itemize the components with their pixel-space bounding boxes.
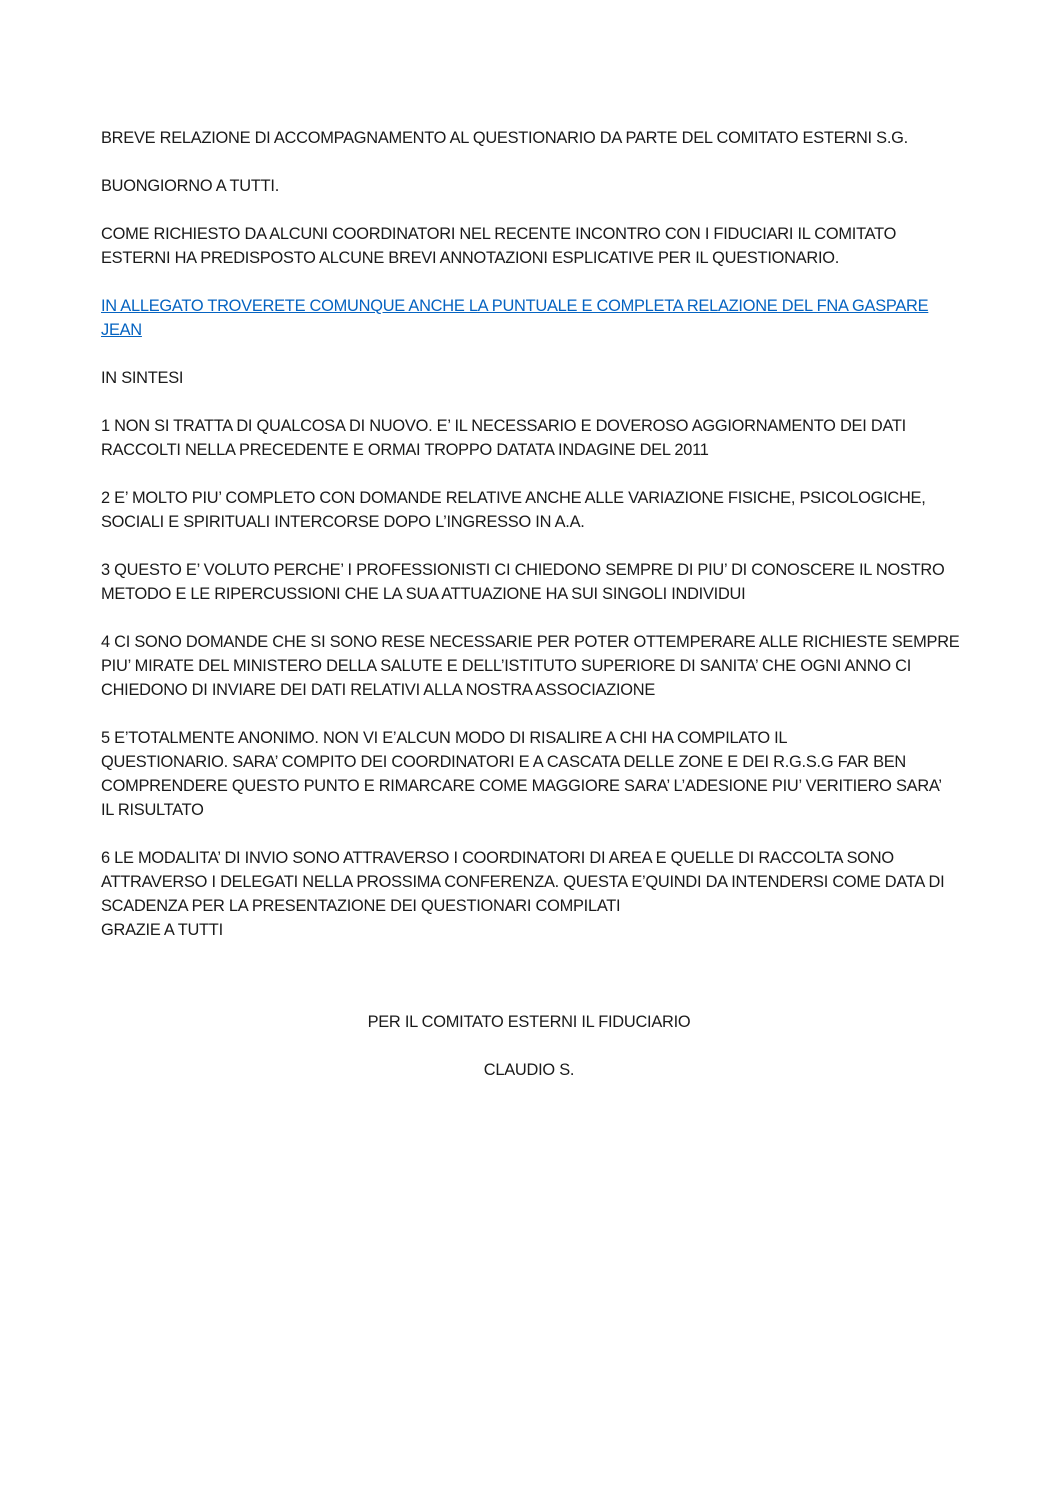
point-6: 6 LE MODALITA’ DI INVIO SONO ATTRAVERSO I COORDINATORI DI AREA E QUELLE DI RACCOLTA SONO ATTRAVERSO I DELEGATI NELLA PROSSIMA CONFERENZA. QUESTA E’QUINDI DA INTENDERSI COME DATA DI SCADENZA PER LA PRESENTAZIONE DEI QUESTIONARI COMPILATI xyxy=(101,849,945,915)
greeting: BUONGIORNO A TUTTI. xyxy=(101,177,279,195)
point-3: 3 QUESTO E’ VOLUTO PERCHE’ I PROFESSIONISTI CI CHIEDONO SEMPRE DI PIU’ DI CONOSCERE IL NOSTRO METODO E LE RIPERCUSSIONI CHE LA SUA ATTUAZIONE HA SUI SINGOLI INDIVIDUI xyxy=(101,561,945,603)
point-4: 4 CI SONO DOMANDE CHE SI SONO RESE NECESSARIE PER POTER OTTEMPERARE ALLE RICHIESTE SEMPRE PIU’ MIRATE DEL MINISTERO DELLA SALUTE E DELL’ISTITUTO SUPERIORE DI SANITA’ CHE OGNI ANNO CI CHIEDONO DI INVIARE DEI DATI RELATIVI ALLA NOSTRA ASSOCIAZIONE xyxy=(101,633,960,699)
closing-line: GRAZIE A TUTTI xyxy=(101,921,223,939)
attachment-link[interactable]: IN ALLEGATO TROVERETE COMUNQUE ANCHE LA PUNTUALE E COMPLETA RELAZIONE DEL FNA GASPARE JEAN xyxy=(101,297,929,339)
intro-paragraph: COME RICHIESTO DA ALCUNI COORDINATORI NEL RECENTE INCONTRO CON I FIDUCIARI IL COMITATO ESTERNI HA PREDISPOSTO ALCUNE BREVI ANNOTAZIONI ESPLICATIVE PER IL QUESTIONARIO. xyxy=(101,225,897,267)
summary-heading: IN SINTESI xyxy=(101,369,184,387)
document-body xyxy=(101,126,971,942)
point-5: 5 E’TOTALMENTE ANONIMO. NON VI E’ALCUN MODO DI RISALIRE A CHI HA COMPILATO IL QUESTIONARIO. SARA’ COMPITO DEI COORDINATORI E A CASCATA DELLE ZONE E DEI R.G.S.G FAR BEN COMPRENDERE QUESTO PUNTO E RIMARCARE COME MAGGIORE SARA’ L’ADESIONE PIU’ VERITIERO SARA’ IL RISULTATO xyxy=(101,729,942,819)
signature-name: CLAUDIO S. xyxy=(483,1061,575,1079)
signature-title: PER IL COMITATO ESTERNI IL FIDUCIARIO xyxy=(367,1013,691,1031)
attachment-link-paragraph xyxy=(101,294,971,342)
document-title: BREVE RELAZIONE DI ACCOMPAGNAMENTO AL QUESTIONARIO DA PARTE DEL COMITATO ESTERNI S.G. xyxy=(101,129,908,147)
point-2: 2 E’ MOLTO PIU’ COMPLETO CON DOMANDE RELATIVE ANCHE ALLE VARIAZIONE FISICHE, PSICOLOGICHE, SOCIALI E SPIRITUALI INTERCORSE DOPO L’INGRESSO IN A.A. xyxy=(101,489,926,531)
point-1: 1 NON SI TRATTA DI QUALCOSA DI NUOVO. E’ IL NECESSARIO E DOVEROSO AGGIORNAMENTO DEI DATI RACCOLTI NELLA PRECEDENTE E ORMAI TROPPO DATATA INDAGINE DEL 2011 xyxy=(101,417,906,459)
